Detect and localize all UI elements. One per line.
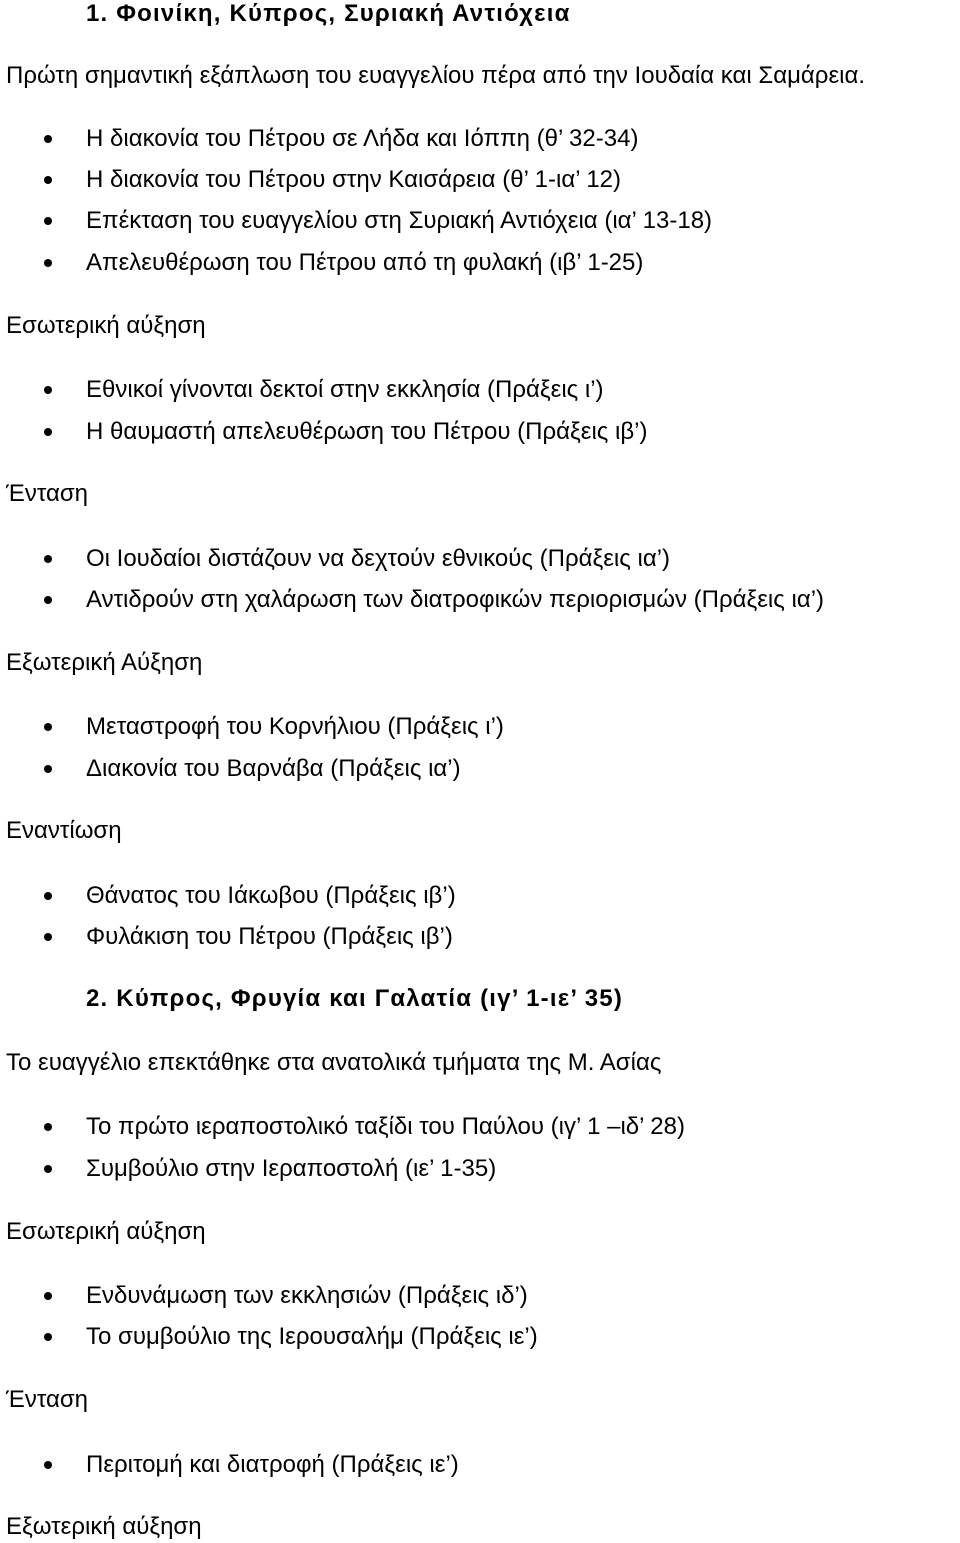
bullet-icon — [44, 176, 52, 184]
bullet-icon — [44, 596, 52, 604]
bullet-icon — [44, 428, 52, 436]
bullet-icon — [44, 892, 52, 900]
bullet-icon — [44, 1165, 52, 1173]
bullet-icon — [44, 1333, 52, 1341]
internal-growth-label: Εσωτερική αύξηση — [6, 312, 206, 339]
document-page: 1. Φοινίκη, Κύπρος, Συριακή Αντιόχεια Πρώτη σημαντική εξάπλωση του ευαγγελίου πέρα από την Ιουδαία και Σαμάρεια. Η διακονία του Πέτρου σε Λήδα και Ιόππη (θ’ 32-34) Η διακονία του Πέτρου στην Καισάρεια (θ’ 1-ια’ 12) Επέκταση του ευαγγελίου στη Συριακή Αντιόχεια (ια’ 13-18) Απελευθέρωση του Πέτρου από τη φυλακή (ιβ’ 1-25) Εσωτερική αύξηση Εθνικοί γίνονται δεκτοί στην εκκλησία (Πράξεις ι’) Η θαυμαστή απελευθέρωση του Πέτρου (Πράξεις ιβ’) Ένταση Οι Ιουδαίοι διστάζουν να δεχτούν εθνικούς (Πράξεις ια’) Αντιδρούν στη χαλάρωση των διατροφικών περιορισμών (Πράξεις ια’) Εξωτερική Αύξηση Μεταστροφή του Κορνήλιου (Πράξεις ι’) Διακονία του Βαρνάβα (Πράξεις ια’) Εναντίωση Θάνατος του Ιάκωβου (Πράξεις ιβ’) Φυλάκιση του Πέτρου (Πράξεις ιβ’) 2. Κύπρος, Φρυγία και Γαλατία (ιγ’ 1-ιε’ 35) Το ευαγγέλιο επεκτάθηκε στα ανατολικά τμήματα της Μ. Ασίας Το πρώτο ιεραποστολικό ταξίδι του Παύλου (ιγ’ 1 –ιδ’ 28) Συμβούλιο στην Ιεραποστολή (ιε’ 1-35) Εσωτερική αύξηση Ενδυνάμωση των εκκλησιών (Πράξεις ιδ’) Το συμβούλιο της Ιερουσαλήμ (Πράξεις ιε’) Ένταση Περιτομή και διατροφή (Πράξεις ιε’) Εξωτερική αύξηση — [6, 0, 866, 1540]
internal-growth-label: Εσωτερική αύξηση — [6, 1218, 206, 1245]
bullet-icon — [44, 1461, 52, 1469]
opposition-label: Εναντίωση — [6, 817, 122, 844]
tension-label: Ένταση — [6, 1386, 88, 1413]
bullet-icon — [44, 1292, 52, 1300]
bullet-icon — [44, 1123, 52, 1131]
bullet-icon — [44, 259, 52, 267]
section-1-title: 1. Φοινίκη, Κύπρος, Συριακή Αντιόχεια — [86, 0, 571, 27]
section-2-intro: Το ευαγγέλιο επεκτάθηκε στα ανατολικά τμήματα της Μ. Ασίας — [6, 1049, 662, 1076]
bullet-icon — [44, 765, 52, 773]
bullet-icon — [44, 555, 52, 563]
bullet-icon — [44, 933, 52, 941]
bullet-icon — [44, 135, 52, 143]
section-2-title: 2. Κύπρος, Φρυγία και Γαλατία (ιγ’ 1-ιε’ 35) — [86, 985, 624, 1012]
tension-label: Ένταση — [6, 480, 88, 507]
section-1-intro: Πρώτη σημαντική εξάπλωση του ευαγγελίου πέρα από την Ιουδαία και Σαμάρεια. — [6, 62, 866, 89]
bullet-icon — [44, 386, 52, 394]
bullet-icon — [44, 723, 52, 731]
bullet-icon — [44, 217, 52, 225]
external-growth-label: Εξωτερική Αύξηση — [6, 649, 203, 676]
external-growth-label: Εξωτερική αύξηση — [6, 1513, 202, 1540]
